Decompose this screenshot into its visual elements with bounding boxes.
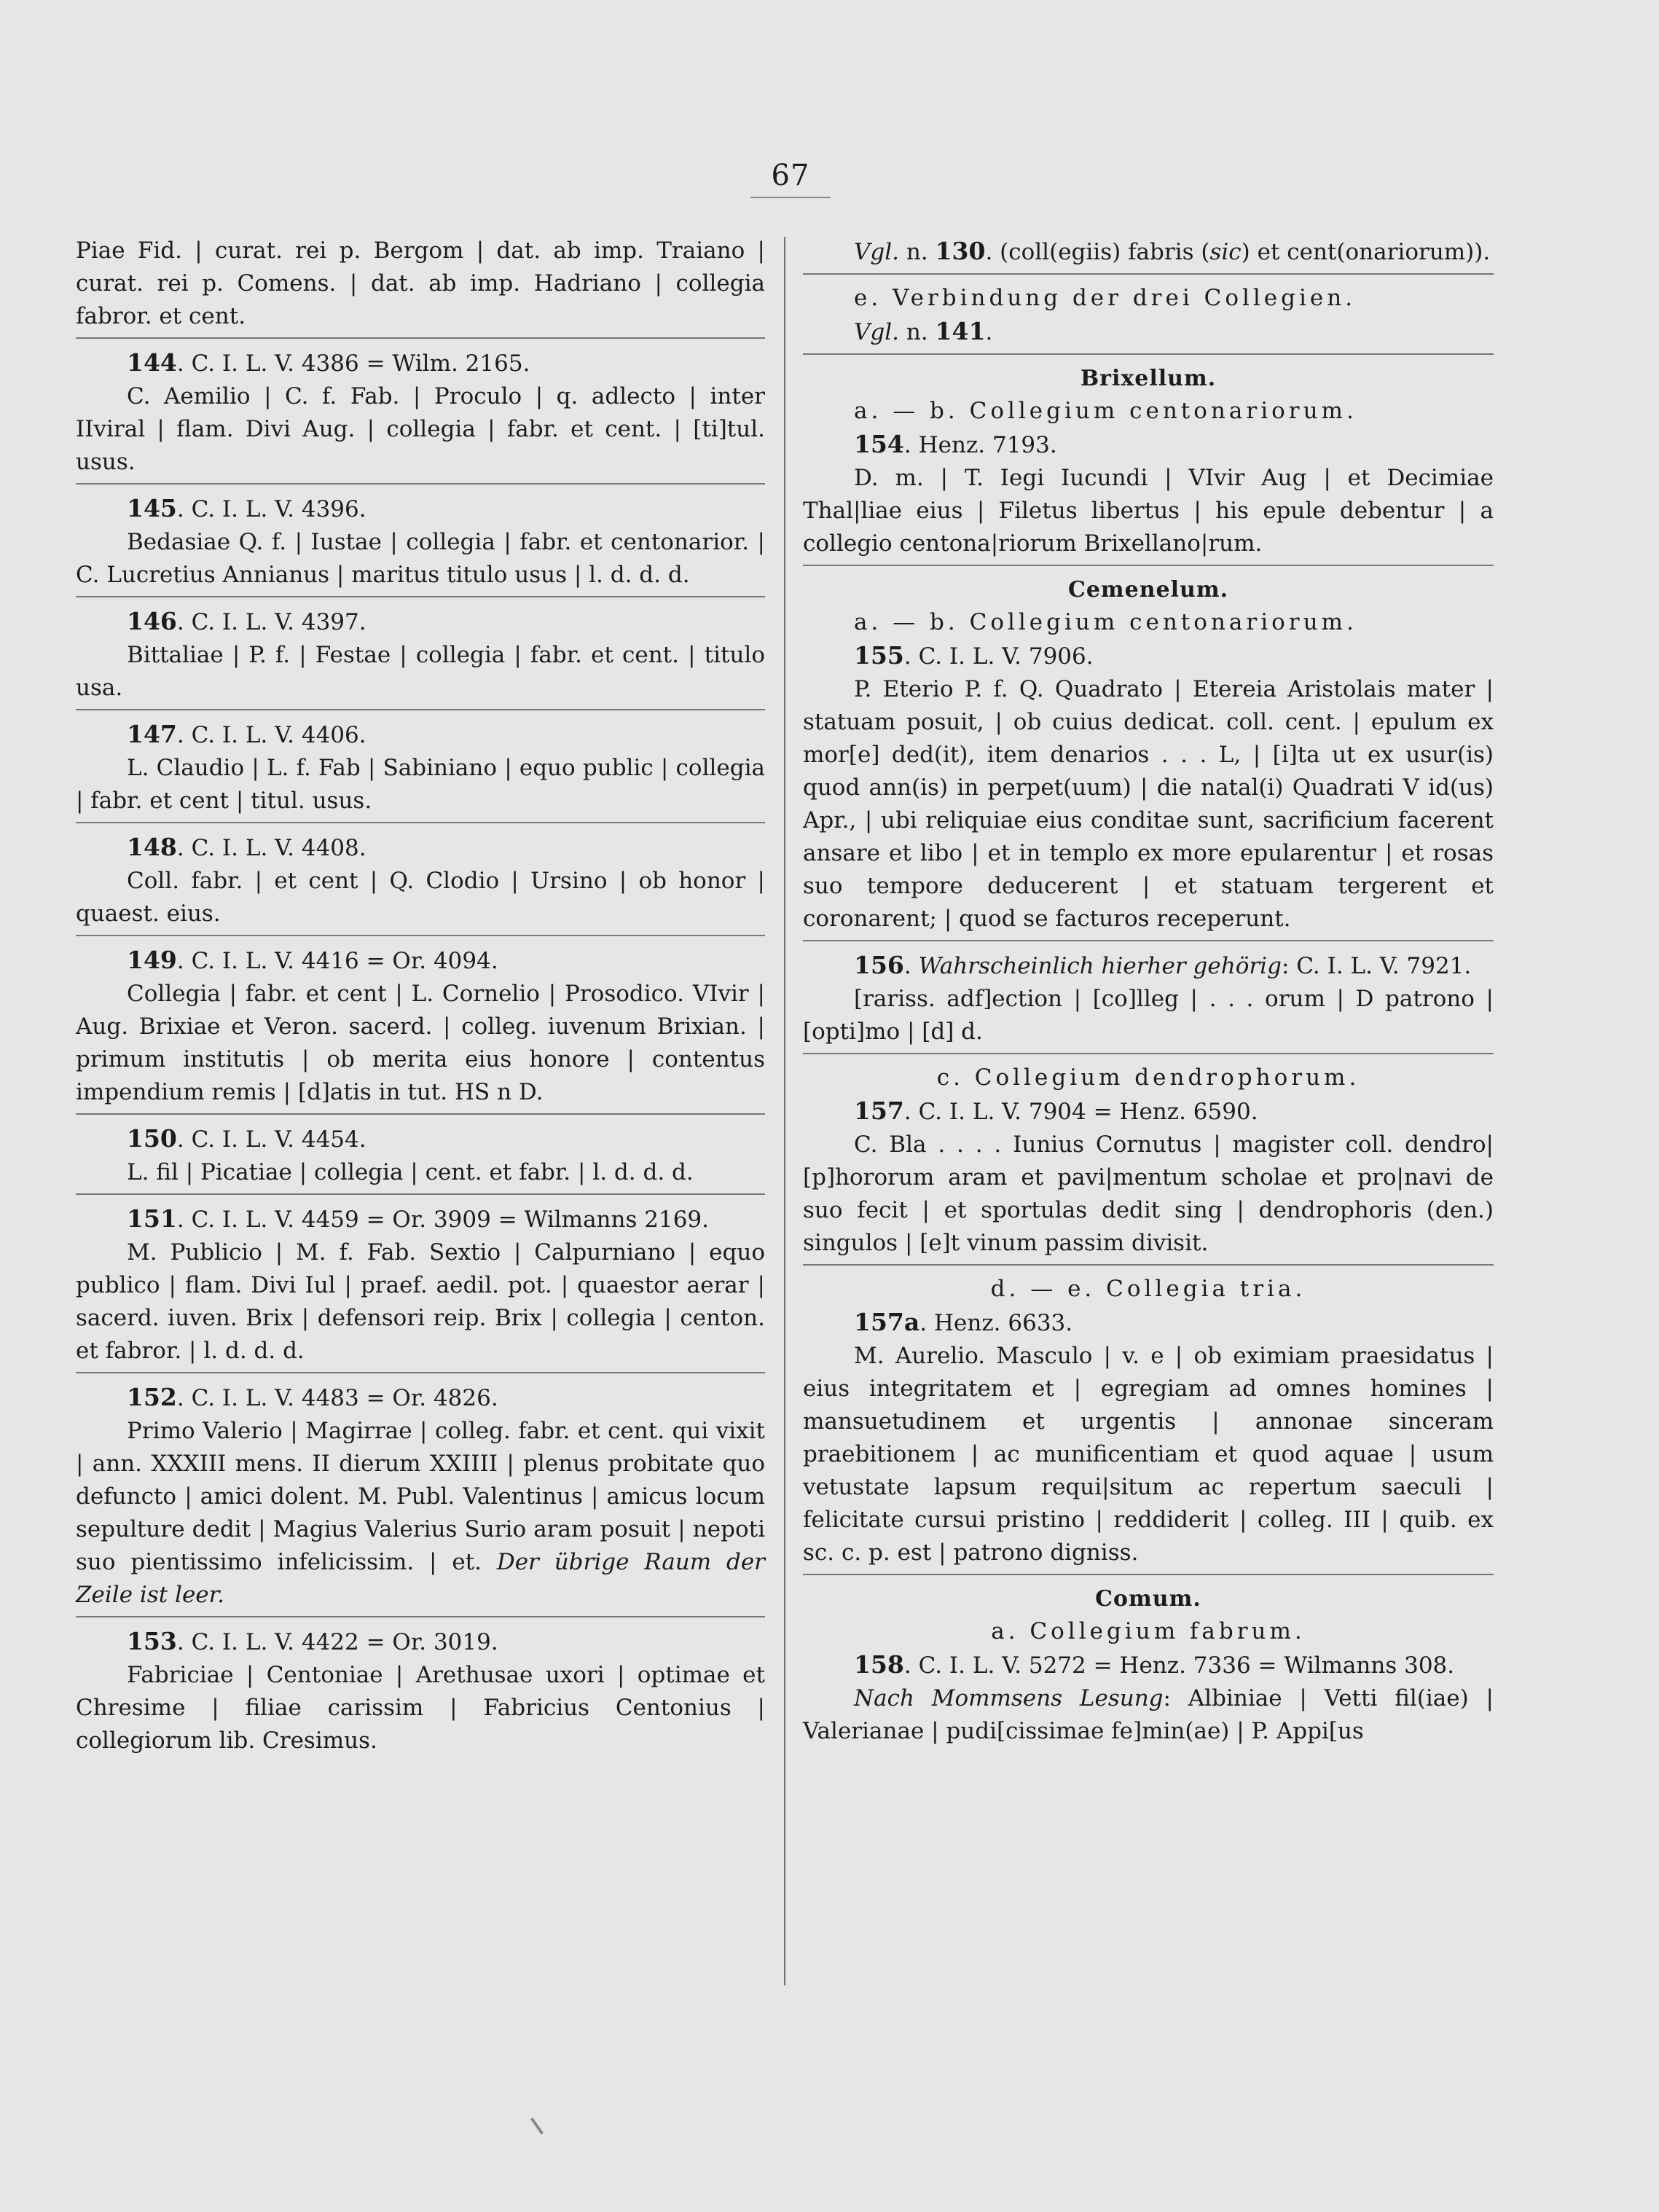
entry-text: C. Aemilio | C. f. Fab. | Proculo | q. adlecto | inter IIviral | flam. Divi Aug. | collegia | fabr. et cent. | [ti]tul. usus. xyxy=(76,383,765,475)
entry-144 xyxy=(76,346,765,479)
entry-reference: . C. I. L. V. 4483 = Or. 4826. xyxy=(176,1385,498,1411)
entry-number: 157 xyxy=(854,1097,904,1125)
entry-text: D. m. | T. Iegi Iucundi | VIvir Aug | et Decimiae Thal|liae eius | Filetus libertus | his epule debentur | a collegio centona|riorum Brixellano|rum. xyxy=(803,465,1494,557)
entry-number: 153 xyxy=(127,1627,177,1655)
place-heading-cemenelum: Cemenelum. xyxy=(1067,577,1229,603)
entry-151 xyxy=(76,1202,765,1368)
vgl-label: Vgl. xyxy=(854,239,899,265)
subsection-cemenelum: a. — b. Collegium centonariorum. xyxy=(854,609,1357,635)
vgl-dot: . xyxy=(985,319,993,345)
entry-reference: : C. I. L. V. 7921. xyxy=(1281,953,1472,979)
place-heading-brixellum: Brixellum. xyxy=(1080,366,1217,391)
left-intro: Piae Fid. | curat. rei p. Bergom | dat. ab imp. Traiano | curat. rei p. Comens. | dat. ab imp. Hadriano | collegia fabror. et cent. xyxy=(76,238,765,329)
entry-number: 141 xyxy=(935,317,986,345)
vgl-n: n. xyxy=(906,239,928,265)
editor-note: Nach Mommsens Lesung xyxy=(854,1685,1164,1711)
entry-reference: . C. I. L. V. 4422 = Or. 3019. xyxy=(176,1629,498,1655)
entry-text: P. Eterio P. f. Q. Quadrato | Etereia Aristolais mater | statuam posuit, | ob cuius dedicat. coll. cent. | epulum ex mor[e] ded(it), item denarios . . . L, | [i]ta ut ex usur(is) quod ann(is) in perpet(uum) | die natal(i) Quadrati V id(us) Apr., | ubi reliquiae eius conditae sunt, sacrificium facerent ansare et libo | et in templo ex more epularentur | et rosas suo tempore deducerent | et statuam tergerent et coronarent; | quod se facturos receperunt. xyxy=(803,676,1494,932)
subsection-brixellum: a. — b. Collegium centonariorum. xyxy=(854,398,1357,424)
stray-mark xyxy=(530,2117,544,2135)
entry-reference: . C. I. L. V. 4397. xyxy=(176,609,366,635)
entry-reference: . C. I. L. V. 4459 = Or. 3909 = Wilmanns 2169. xyxy=(176,1207,709,1233)
entry-number: 130 xyxy=(935,237,986,265)
entry-reference: . C. I. L. V. 5272 = Henz. 7336 = Wilmanns 308. xyxy=(903,1652,1455,1679)
entry-text: Collegia | fabr. et cent | L. Cornelio | Prosodico. VIvir | Aug. Brixiae et Veron. sacerd. | colleg. iuvenum Brixian. | primum institutis | ob merita eius honore | contentus impendium remis | [d]atis in tut. HS n D. xyxy=(76,981,765,1105)
entry-text: Coll. fabr. | et cent | Q. Clodio | Ursino | ob honor | quaest. eius. xyxy=(76,868,765,927)
entry-number: 145 xyxy=(127,494,177,522)
section-heading-c: c. Collegium dendrophorum. xyxy=(936,1064,1360,1091)
entry-146 xyxy=(76,605,765,705)
entry-text: C. Bla . . . . Iunius Cornutus | magister coll. dendro|[p]hororum aram et pavi|mentum scholae et pro|navi de suo fecit | et sportulas dedit sing | dendrophoris (den.) singulos | [e]t vinum passim divisit. xyxy=(803,1132,1494,1256)
divider xyxy=(803,353,1494,355)
cross-reference-141 xyxy=(803,315,1494,349)
editor-note: Der übrige Raum der Zeile ist leer. xyxy=(76,1549,766,1608)
column-divider xyxy=(784,237,785,1985)
entry-158 xyxy=(803,1648,1494,1748)
entry-number: 154 xyxy=(854,430,904,458)
divider xyxy=(76,1616,765,1617)
divider xyxy=(803,273,1494,275)
entry-148 xyxy=(76,831,765,930)
entry-text: : Albiniae | Vetti fil(iae) | Valerianae | pudi[cissimae fe]min(ae) | P. Appi[us xyxy=(803,1685,1494,1744)
entry-156: 156. Wahrscheinlich hierher gehörig: C. I. L. V. 7921. [rariss. adf]ection | [co]lleg | . . . orum | D patrono | [opti]mo | [d] d. xyxy=(803,949,1494,1048)
divider xyxy=(76,337,765,339)
divider xyxy=(76,1372,765,1373)
divider xyxy=(76,709,765,710)
entry-157 xyxy=(803,1094,1494,1260)
editor-note: Wahrscheinlich hierher gehörig xyxy=(918,953,1282,979)
cross-reference-130 xyxy=(803,235,1494,269)
divider xyxy=(803,940,1494,941)
section-heading-de: d. — e. Collegia tria. xyxy=(990,1276,1306,1302)
entry-157a xyxy=(803,1306,1494,1569)
divider xyxy=(76,483,765,485)
entry-reference: . C. I. L. V. 4416 = Or. 4094. xyxy=(176,948,498,974)
entry-text: L. Claudio | L. f. Fab | Sabiniano | equo public | collegia | fabr. et cent | titul. usus. xyxy=(76,755,765,814)
divider xyxy=(803,1574,1494,1575)
entry-154 xyxy=(803,428,1494,560)
divider xyxy=(76,596,765,597)
entry-text: Bedasiae Q. f. | Iustae | collegia | fabr. et centonarior. | C. Lucretius Annianus | maritus titulo usus | l. d. d. d. xyxy=(76,529,765,588)
divider xyxy=(76,822,765,823)
sic-note: sic xyxy=(1209,239,1242,265)
divider xyxy=(76,1113,765,1115)
vgl-n: n. xyxy=(906,319,928,345)
entry-text: L. fil | Picatiae | collegia | cent. et fabr. | l. d. d. d. xyxy=(127,1159,694,1185)
left-column xyxy=(76,235,765,1757)
entry-text: Fabriciae | Centoniae | Arethusae uxori | optimae et Chresime | filiae carissim | Fabricius Centonius | collegiorum lib. Cresimus. xyxy=(76,1662,765,1754)
entry-text: Bittaliae | P. f. | Festae | collegia | fabr. et cent. | titulo usa. xyxy=(76,642,765,701)
section-heading-e: e. Verbindung der drei Collegien. xyxy=(854,285,1357,311)
entry-text: Primo Valerio | Magirrae | colleg. fabr. et cent. qui vixit | ann. XXXIII mens. II dierum XXIIII | plenus probitate quo defuncto | amici dolent. M. Publ. Valentinus | amicus locum sepulture dedit | Magius Valerius Surio aram posuit | nepoti suo pientissimo infelicissim. | et. xyxy=(76,1418,765,1575)
entry-number: 157a xyxy=(854,1308,920,1336)
place-heading-comum: Comum. xyxy=(1095,1586,1201,1612)
entry-149 xyxy=(76,944,765,1109)
entry-text: [rariss. adf]ection | [co]lleg | . . . orum | D patrono | [opti]mo | [d] d. xyxy=(803,986,1494,1045)
divider xyxy=(803,565,1494,566)
entry-number: 155 xyxy=(854,641,904,670)
entry-number: 158 xyxy=(854,1650,904,1679)
entry-reference: . C. I. L. V. 4386 = Wilm. 2165. xyxy=(176,350,530,377)
entry-145 xyxy=(76,492,765,592)
page-number-underline xyxy=(750,197,831,198)
right-column xyxy=(803,235,1494,1748)
vgl-text: ) et cent(onariorum)). xyxy=(1241,239,1491,265)
entry-reference: . C. I. L. V. 4396. xyxy=(176,496,366,522)
entry-number: 146 xyxy=(127,607,177,635)
entry-number: 144 xyxy=(127,348,177,377)
entry-number: 151 xyxy=(127,1204,177,1233)
entry-152 xyxy=(76,1381,765,1612)
entry-number: 147 xyxy=(127,720,177,748)
entry-reference: . Henz. 7193. xyxy=(903,432,1057,458)
vgl-label: Vgl. xyxy=(854,319,899,345)
divider xyxy=(76,1193,765,1195)
entry-150 xyxy=(76,1122,765,1189)
divider xyxy=(803,1264,1494,1266)
entry-text: M. Publicio | M. f. Fab. Sextio | Calpurniano | equo publico | flam. Divi Iul | praef. aedil. pot. | quaestor aerar | sacerd. iuven. Brix | defensori reip. Brix | collegia | centon. et fabror. | l. d. d. d. xyxy=(76,1239,765,1364)
entry-reference: . C. I. L. V. 4454. xyxy=(176,1126,366,1153)
entry-reference: . Henz. 6633. xyxy=(919,1310,1073,1336)
subsection-comum: a. Collegium fabrum. xyxy=(991,1618,1306,1644)
entry-number: 148 xyxy=(127,833,177,861)
entry-number: 150 xyxy=(127,1124,177,1153)
divider xyxy=(76,935,765,936)
entry-reference: . C. I. L. V. 4406. xyxy=(176,722,366,748)
entry-153 xyxy=(76,1625,765,1757)
entry-reference: . C. I. L. V. 7904 = Henz. 6590. xyxy=(903,1099,1258,1125)
entry-number: 152 xyxy=(127,1383,177,1411)
entry-147 xyxy=(76,718,765,817)
entry-155 xyxy=(803,639,1494,936)
entry-number: 149 xyxy=(127,946,177,974)
entry-text: M. Aurelio. Masculo | v. e | ob eximiam praesidatus | eius integritatem et | egregiam ad omnes homines | mansuetudinem et urgentis | annonae sinceram praebitionem | ac munificentiam et quod aquae | usum vetustate lapsum requi|situm ac repertum saeculi | felicitate cursui pristino | reddiderit | colleg. III | quib. ex sc. c. p. est | patrono digniss. xyxy=(803,1343,1494,1566)
entry-reference: . C. I. L. V. 4408. xyxy=(176,835,366,861)
entry-number: 156 xyxy=(854,951,904,979)
vgl-text: . (coll(egiis) fabris ( xyxy=(985,239,1210,265)
entry-reference: . C. I. L. V. 7906. xyxy=(903,643,1094,670)
page-number: 67 xyxy=(771,159,810,192)
divider xyxy=(803,1053,1494,1054)
